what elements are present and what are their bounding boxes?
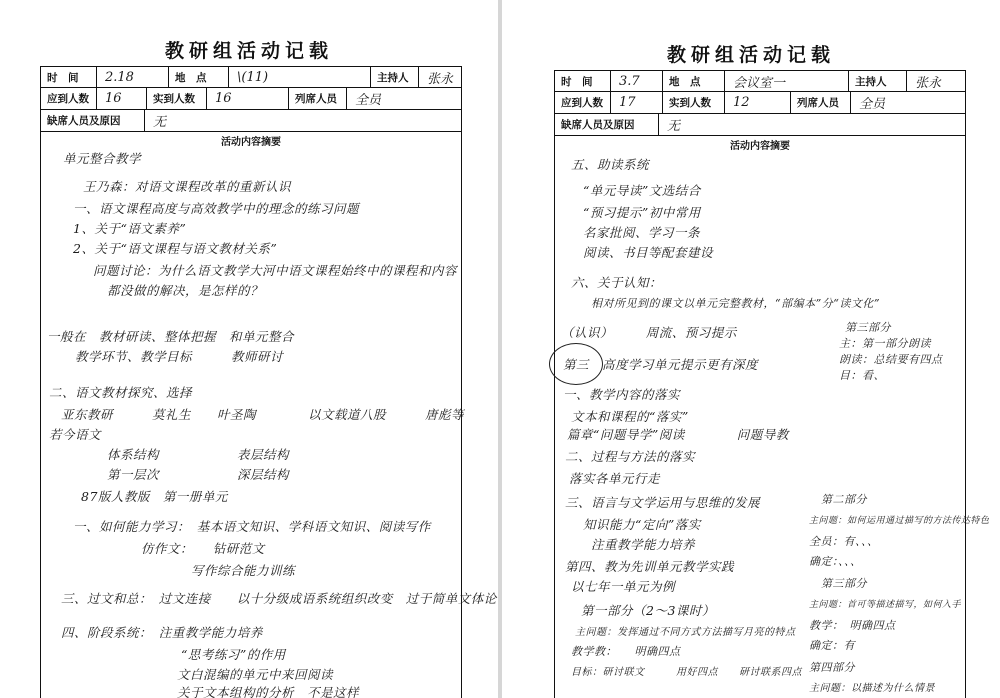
note-line: 主问题：发挥通过不同方式方法描写月亮的特点 <box>575 627 796 638</box>
note-line: 若今语文 <box>49 427 102 442</box>
note-line: 全员：有、、、 <box>809 535 879 548</box>
attendees-label: 列席人员 <box>791 91 851 113</box>
note-line: 第一层次 深层结构 <box>107 467 290 482</box>
note-line: 朗读：总结要有四点 <box>839 353 943 366</box>
host-signature: 张永 <box>915 75 942 91</box>
note-line: 主问题：首可等描述描写，如何入手 <box>809 600 962 610</box>
row-absent <box>41 109 461 132</box>
note-line: 知识能力“定向”落实 <box>583 517 701 532</box>
summary-header: 活动内容摘要 <box>221 137 281 148</box>
note-line: 第三部分 <box>845 321 891 334</box>
note-line: 目：看、 <box>839 369 885 382</box>
note-line: 第一部分（2～3课时） <box>581 603 715 618</box>
note-line: 87版人教版 第一册单元 <box>81 489 228 504</box>
note-line: “思考练习”的作用 <box>181 647 286 662</box>
note-line: 篇章“问题导学”阅读 问题导教 <box>567 427 789 442</box>
actual-label: 实到人数 <box>147 87 207 109</box>
note-line: 关于文本组构的分析 不是这样 <box>177 685 360 698</box>
record-form <box>554 70 990 698</box>
note-line: 名家批阅、学习一条 <box>583 225 701 240</box>
right-record-page <box>502 0 1000 698</box>
note-line: 单元整合教学 <box>63 151 142 166</box>
note-line: 以七年一单元为例 <box>571 579 676 594</box>
host-signature: 张永 <box>427 71 454 87</box>
absent-value: 无 <box>153 114 167 130</box>
note-line: 三、语言与文学运用与思维的发展 <box>565 495 761 510</box>
note-line: 落实各单元行走 <box>569 471 661 486</box>
page-title: 教研组活动记载 <box>666 44 835 66</box>
place-value: \(11) <box>229 67 371 87</box>
activity-notes <box>41 147 497 698</box>
note-line: 亚东教研 莫礼生 叶圣陶 以文载道八股 唐彪等 <box>61 407 465 422</box>
note-line: 第三 高度学习单元提示更有深度 <box>563 357 759 372</box>
row-absent <box>555 113 965 136</box>
note-line: 王乃森：对语文课程改革的重新认识 <box>83 179 292 194</box>
time-value: 3.7 <box>611 71 663 91</box>
note-line: 仿作文： 钻研范文 <box>141 541 265 556</box>
note-line: 目标：研讨联文 用好四点 研讨联系四点 <box>571 667 802 678</box>
note-line: 四、阶段系统： 注重教学能力培养 <box>61 625 263 640</box>
absent-label: 缺席人员及原因 <box>555 113 659 135</box>
record-form <box>40 66 497 698</box>
note-line: 确定：、、、 <box>809 555 862 568</box>
row-time-place-host <box>555 71 965 92</box>
note-line: 体系结构 表层结构 <box>107 447 290 462</box>
note-line: 文本和课程的“落实” <box>571 409 689 424</box>
time-value: 2.18 <box>97 67 169 87</box>
note-line: 一、如何能力学习： 基本语文知识、学科语文知识、阅读写作 <box>73 519 431 534</box>
note-line: 三、过文和总： 过文连接 以十分级成语系统组织改变 过于简单文体论 <box>61 591 497 606</box>
note-line: 主：第一部分朗读 <box>839 337 931 350</box>
place-label: 地 点 <box>169 67 229 87</box>
activity-notes <box>555 151 990 698</box>
note-line: 教学： 明确四点 <box>809 619 896 632</box>
note-line: 教学环节、教学目标 教师研讨 <box>75 349 284 364</box>
attendees-value: 全员 <box>355 92 382 108</box>
note-line: 第二部分 <box>821 493 867 506</box>
note-line: 一、教学内容的落实 <box>563 387 681 402</box>
attendees-label: 列席人员 <box>289 87 347 109</box>
note-line: 第三部分 <box>821 577 867 590</box>
expected-label: 应到人数 <box>41 87 97 109</box>
note-line: 一、语文课程高度与高效教学中的理念的练习问题 <box>73 201 360 216</box>
note-line: 文白混编的单元中来回阅读 <box>177 667 334 682</box>
note-line: 写作综合能力训练 <box>191 563 296 578</box>
note-line: 教学教： 明确四点 <box>571 645 681 658</box>
row-time-place-host <box>41 67 461 88</box>
note-line: 都没做的解决，是怎样的？ <box>107 283 264 298</box>
host-label: 主持人 <box>371 67 419 87</box>
left-record-page <box>0 0 498 698</box>
host-label: 主持人 <box>849 71 907 91</box>
actual-label: 实到人数 <box>663 91 725 113</box>
note-line: 一般在 教材研读、整体把握 和单元整合 <box>47 329 295 344</box>
note-line: 注重教学能力培养 <box>591 537 696 552</box>
actual-value: 12 <box>725 91 791 113</box>
expected-value: 17 <box>611 91 663 113</box>
attendees-value: 全员 <box>859 96 886 112</box>
place-label: 地 点 <box>663 71 725 91</box>
page-title: 教研组活动记载 <box>164 40 333 62</box>
note-line: 主问题：如何运用通过描写的方法传达特色 <box>809 516 990 526</box>
actual-value: 16 <box>207 87 289 109</box>
note-line: “单元导读”文选结合 <box>583 183 701 198</box>
absent-label: 缺席人员及原因 <box>41 109 145 131</box>
expected-label: 应到人数 <box>555 91 611 113</box>
note-line: 五、助读系统 <box>571 157 650 172</box>
note-line: 六、关于认知： <box>571 275 663 290</box>
note-line: 二、过程与方法的落实 <box>565 449 696 464</box>
note-line: 确定：有 <box>809 639 855 652</box>
time-label: 时 间 <box>41 67 97 87</box>
row-attendance <box>555 91 965 114</box>
note-line: （认识） 周流、预习提示 <box>561 325 737 340</box>
note-line: 第四、教为先训单元教学实践 <box>565 559 735 574</box>
note-line: 2、关于“语文课程与语文教材关系” <box>73 241 278 256</box>
expected-value: 16 <box>97 87 147 109</box>
note-line: 问题讨论：为什么语文教学大河中语文课程始终中的课程和内容 <box>93 263 458 278</box>
row-attendance <box>41 87 461 110</box>
summary-header: 活动内容摘要 <box>730 141 790 152</box>
note-line: 1、关于“语文素养” <box>73 221 187 236</box>
note-line: 阅读、书目等配套建设 <box>583 245 714 260</box>
absent-value: 无 <box>667 118 681 134</box>
note-line: 主问题：以描述为什么情景 <box>809 683 935 694</box>
note-line: 二、语文教材探究、选择 <box>49 385 193 400</box>
place-value: 会议室一 <box>725 71 849 91</box>
note-line: “预习提示”初中常用 <box>583 205 701 220</box>
time-label: 时 间 <box>555 71 611 91</box>
note-line: 第四部分 <box>809 661 855 674</box>
note-line: 相对所见到的课文以单元完整教材，“部编本”分“读文化” <box>591 297 880 310</box>
